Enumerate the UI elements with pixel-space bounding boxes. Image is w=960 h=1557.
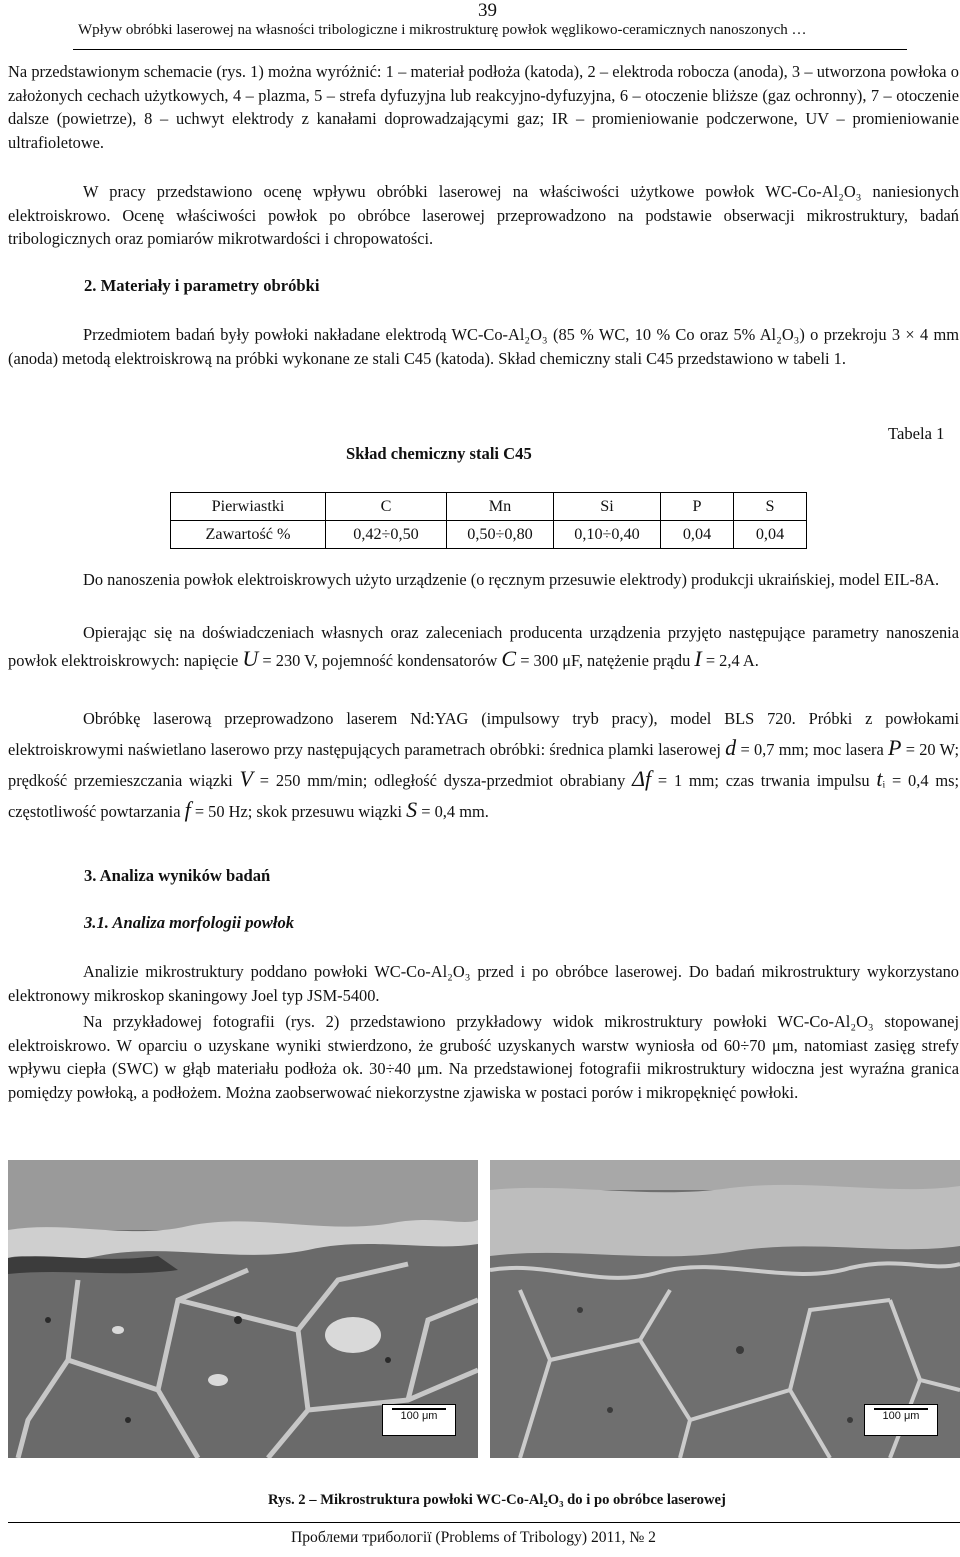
text-run: = 0,4 mm. bbox=[417, 802, 489, 821]
table-cell: 0,10÷0,40 bbox=[554, 521, 661, 549]
table-label: Tabela 1 bbox=[888, 424, 945, 443]
footer-rule bbox=[8, 1522, 960, 1523]
paragraph-7 bbox=[8, 960, 959, 1007]
variable-f: f bbox=[184, 797, 191, 822]
text-run: = 0,4 ms; częstotliwość powtarzania bbox=[8, 771, 960, 821]
micrograph-before-laser bbox=[8, 1160, 478, 1458]
text-run: = 0,7 mm; moc lasera bbox=[736, 740, 888, 759]
page-number: 39 bbox=[478, 0, 497, 21]
table-cell: 0,50÷0,80 bbox=[447, 521, 554, 549]
text-run: Obróbkę laserową przeprowadzono laserem Nd:YAG (impulsowy tryb pracy), model BLS 720. Próbki z powłokami elektroiskrowymi naświetlano laserowo przy następujących parametrach obróbki: średnica plamki laserowej bbox=[8, 709, 959, 759]
text-run: = 2,4 A. bbox=[701, 651, 759, 670]
table-cell: 0,42÷0,50 bbox=[326, 521, 447, 549]
table-cell: Mn bbox=[447, 493, 554, 521]
section-3-1-heading: 3.1. Analiza morfologii powłok bbox=[84, 913, 295, 932]
text-run: = 230 V, pojemność kondensatorów bbox=[258, 651, 502, 670]
table-row bbox=[171, 521, 807, 549]
variable-I: I bbox=[694, 646, 702, 671]
variable-t: t bbox=[876, 766, 883, 791]
text-run: = 250 mm/min; odległość dysza-przedmiot obrabiany bbox=[252, 771, 633, 790]
variable-P: P bbox=[888, 735, 902, 760]
paragraph-2-text: W pracy przedstawiono ocenę wpływu obróbki laserowej na właściwości użytkowe powłok WC-Co-Al₂O₃ naniesionych elektroiskrowo. Ocenę właściwości powłok po obróbce laserowej przeprowadzono na podstawie obserwacji mikrostruktury, badań tribologicznych oraz pomiarów mikrotwardości i chropowatości. bbox=[8, 182, 959, 249]
paragraph-5 bbox=[8, 620, 959, 674]
paragraph-6 bbox=[8, 704, 959, 826]
variable-U: U bbox=[242, 646, 259, 671]
composition-table bbox=[170, 492, 807, 549]
micrograph-after-laser bbox=[490, 1160, 960, 1458]
table-header-row bbox=[171, 493, 807, 521]
text-run: = 300 μF, natężenie prądu bbox=[516, 651, 695, 670]
table-caption: Skład chemiczny stali C45 bbox=[346, 444, 532, 463]
table-cell: S bbox=[734, 493, 807, 521]
text-run: = 20 W; prędkość przemieszczania wiązki bbox=[8, 740, 960, 790]
text-run: Opierając się na doświadczeniach własnych oraz zaleceniach producenta urządzenia przyjęto następujące parametry nanoszenia powłok elektroiskrowych: napięcie bbox=[8, 623, 959, 670]
text-run: = 50 Hz; skok przesuwu wiązki bbox=[190, 802, 407, 821]
table-cell: Zawartość % bbox=[171, 521, 326, 549]
paragraph-2 bbox=[8, 180, 959, 251]
table-cell: Pierwiastki bbox=[171, 493, 326, 521]
paragraph-4-text: Do nanoszenia powłok elektroiskrowych użyto urządzenie (o ręcznym przesuwie elektrody) produkcji ukraińskiej, model EIL-8A. bbox=[83, 570, 940, 589]
table-cell: 0,04 bbox=[734, 521, 807, 549]
text-run: = 1 mm; czas trwania impulsu bbox=[651, 771, 877, 790]
table-cell: C bbox=[326, 493, 447, 521]
scale-label: 100 μm bbox=[882, 1410, 920, 1422]
header-rule bbox=[73, 49, 907, 50]
variable-S: S bbox=[406, 797, 418, 822]
paragraph-6-text bbox=[8, 704, 959, 826]
variable-V: V bbox=[239, 766, 253, 791]
journal-footer: Проблеми трибології (Problems of Tribology) 2011, № 2 bbox=[291, 1529, 656, 1546]
section-2-heading: 2. Materiały i parametry obróbki bbox=[84, 276, 320, 295]
paragraph-8-text: Na przykładowej fotografii (rys. 2) przedstawiono przykładowy widok mikrostruktury powłoki WC-Co-Al₂O₃ stopowanej elektroiskrowo. W oparciu o uzyskane wyniki stwierdzono, że grubość uzyskanych warstw wyniosła od 60÷70 μm, natomiast zasięg strefy wpływu ciepła (SWC) w głąb materiału podłoża ok. 30÷40 μm. Na przedstawionej fotografii mikrostruktury widoczna jest wyraźna granica pomiędzy powłoką, a podłożem. Można zaobserwować niekorzystne zjawiska w postaci porów i mikropęknięć powłoki. bbox=[8, 1012, 959, 1102]
paragraph-3 bbox=[8, 323, 959, 370]
paragraph-3-text: Przedmiotem badań były powłoki nakładane elektrodą WC-Co-Al₂O₃ (85 % WC, 10 % Co oraz 5% Al₂O₃) o przekroju 3 × 4 mm (anoda) metodą elektroiskrową na próbki wykonane ze stali C45 (katoda). Skład chemiczny stali C45 przedstawiono w tabeli 1. bbox=[8, 325, 959, 368]
variable-delta-f: Δf bbox=[632, 766, 652, 791]
paragraph-1 bbox=[8, 60, 959, 154]
variable-C: C bbox=[501, 646, 517, 671]
subscript-i: i bbox=[882, 779, 886, 791]
paragraph-4 bbox=[8, 568, 959, 592]
table-cell: 0,04 bbox=[661, 521, 734, 549]
running-title: Wpływ obróbki laserowej na własności tribologiczne i mikrostrukturę powłok węglikowo-ceramicznych nanoszonych … bbox=[78, 22, 807, 38]
micrograph-figure bbox=[8, 1160, 960, 1458]
scale-bar bbox=[864, 1404, 938, 1436]
table-cell: Si bbox=[554, 493, 661, 521]
paragraph-5-text bbox=[8, 620, 959, 674]
table-cell: P bbox=[661, 493, 734, 521]
scale-label: 100 μm bbox=[400, 1410, 438, 1422]
figure-caption: Rys. 2 – Mikrostruktura powłoki WC-Co-Al₂O₃ do i po obróbce laserowej bbox=[268, 1492, 726, 1508]
paragraph-1-text: Na przedstawionym schemacie (rys. 1) można wyróżnić: 1 – materiał podłoża (katoda), 2 – elektroda robocza (anoda), 3 – utworzona powłoka o założonych cechach użytkowych, 4 – plazma, 5 – strefa dyfuzyjna lub reakcyjno-dyfuzyjna, 6 – otoczenie bliższe (gaz ochronny), 7 – otoczenie dalsze (powietrze), 8 – uchwyt elektrody z kanałami doprowadzającymi gaz; IR – promieniowanie podczerwone, UV – promieniowanie ultrafioletowe. bbox=[8, 62, 959, 152]
section-3-heading: 3. Analiza wyników badań bbox=[84, 866, 271, 885]
variable-d: d bbox=[725, 735, 737, 760]
paragraph-7-text: Analizie mikrostruktury poddano powłoki WC-Co-Al₂O₃ przed i po obróbce laserowej. Do badań mikrostruktury wykorzystano elektronowy mikroskop skaningowy Joel typ JSM-5400. bbox=[8, 962, 959, 1005]
scale-bar bbox=[382, 1404, 456, 1436]
paragraph-8 bbox=[8, 1010, 959, 1104]
